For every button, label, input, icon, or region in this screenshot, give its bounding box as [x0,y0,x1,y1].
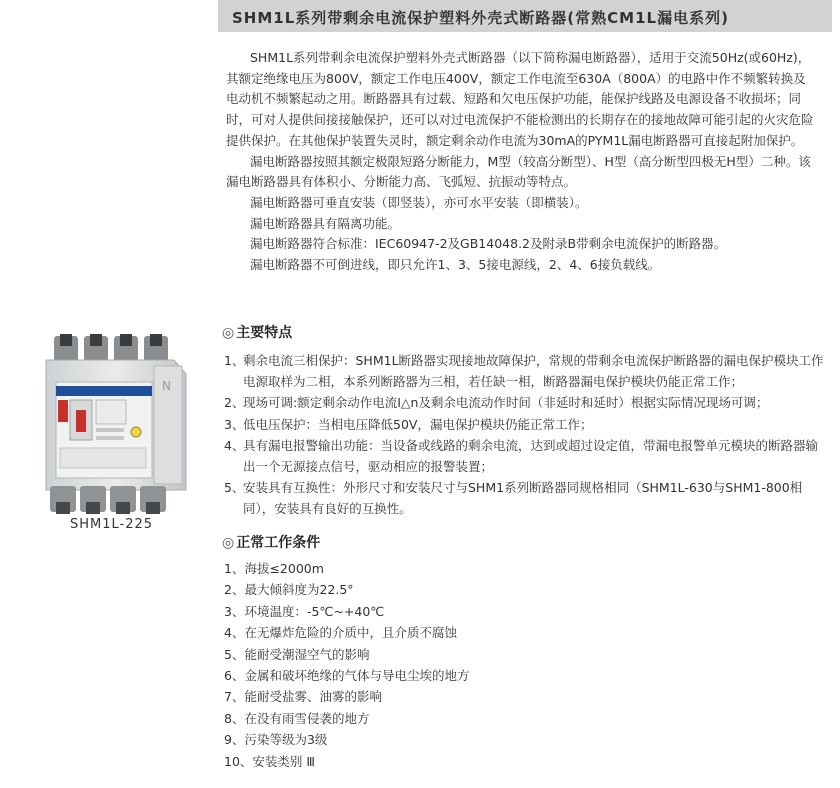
item-number: 4、 [224,437,245,453]
list-item: 4、在无爆炸危险的介质中，且介质不腐蚀 [224,625,457,641]
features-heading-text: 主要特点 [236,325,293,341]
item-text: 安装具有互换性：外形尺寸和安装尺寸与SHM1系列断路器同规格相同（SHM1L-630与SHM1-800相同），安装具有良好的互换性。 [243,480,803,517]
list-item: 9、污染等级为3级 [224,732,328,748]
item-number: 3、 [224,416,245,432]
list-item: 6、金属和破坏绝缘的气体与导电尘埃的地方 [224,668,470,684]
list-item: 3、环境温度：-5℃~+40℃ [224,603,385,619]
title-bar [218,0,832,32]
list-item: 7、能耐受盐雾、油雾的影响 [224,689,382,705]
item-text: 现场可调:额定剩余动作电流I△n及剩余电流动作时间（非延时和延时）根据实际情况现场可调； [243,395,769,411]
intro-paragraph: 漏电断路器符合标准：IEC60947-2及GB14048.2及附录B带剩余电流保护的断路器。 [250,236,727,252]
item-number: 5、 [224,480,245,496]
features-list [224,350,824,520]
list-item [224,414,824,435]
conditions-list [224,558,824,772]
list-item [224,435,824,477]
intro-paragraph: 漏电断路器按照其额定极限短路分断能力，M型（较高分断型）、H型（高分断型四极无H型）二种。该漏电断路器具有体积小、分断能力高、飞弧短、抗振动等特点。 [226,153,811,190]
list-item [224,392,824,413]
intro-text [226,48,818,276]
list-item: 5、能耐受潮湿空气的影响 [224,646,370,662]
item-text: 剩余电流三相保护：SHM1L断路器实现接地故障保护，常规的带剩余电流保护断路器的漏电保护模块工作电源取样为二相，本系列断路器为三相，若任缺一相，断路器漏电保护模块仍能正常工作； [243,353,824,390]
intro-paragraph: 漏电断路器可垂直安装（即竖装），亦可水平安装（即横装）。 [250,194,588,210]
conditions-heading [222,532,320,552]
circle-mark-icon: ◎ [222,535,235,551]
list-item: 10、安装类别 Ⅲ [224,753,315,769]
item-text: 具有漏电报警输出功能：当设备或线路的剩余电流，达到或超过设定值，带漏电报警单元模块的断路器输出一个无源接点信号，驱动相应的报警装置； [243,437,819,475]
circle-mark-icon: ◎ [222,325,235,341]
item-number: 2、 [224,395,245,411]
page-title: SHM1L系列带剩余电流保护塑料外壳式断路器(常熟CM1L漏电系列) [232,9,729,27]
intro-paragraph: SHM1L系列带剩余电流保护塑料外壳式断路器（以下简称漏电断路器），适用于交流50Hz(或60Hz)，其额定绝缘电压为800V，额定工作电压400V，额定工作电流至630A（800A）的电路中作不频繁转换及电动机不频繁起动之用。断路器具有过载、短路和欠电压保护功能，能保护线路及电源设备不收损坏；同时，可对人提供间接接触保护，还可以对过电流保护不能检测出的长期存在的接地故障可能引起的火灾危险提供保护。在其他保护装置失灵时，额定剩余动作电流为30mA的PYM1L漏电断路器可直接起附加保护。 [226,50,814,148]
item-number: 1、 [224,353,245,368]
circuit-breaker-image [36,330,216,520]
list-item [224,477,824,519]
intro-paragraph: 漏电断路器具有隔离功能。 [250,215,401,231]
conditions-heading-text: 正常工作条件 [236,535,321,551]
list-item: 2、最大倾斜度为22.5° [224,582,354,598]
list-item: 8、在没有雨雪侵袭的地方 [224,710,370,726]
pole-n-label: N [162,379,171,393]
features-heading [222,322,292,342]
intro-paragraph: 漏电断路器不可倒进线，即只允许1、3、5接电源线，2、4、6接负载线。 [250,257,661,273]
item-text: 低电压保护：当相电压降低50V，漏电保护模块仍能正常工作； [243,416,593,432]
list-item [224,350,824,392]
product-caption: SHM1L-225 [70,517,154,532]
list-item: 1、海拔≤2000m [224,561,324,576]
